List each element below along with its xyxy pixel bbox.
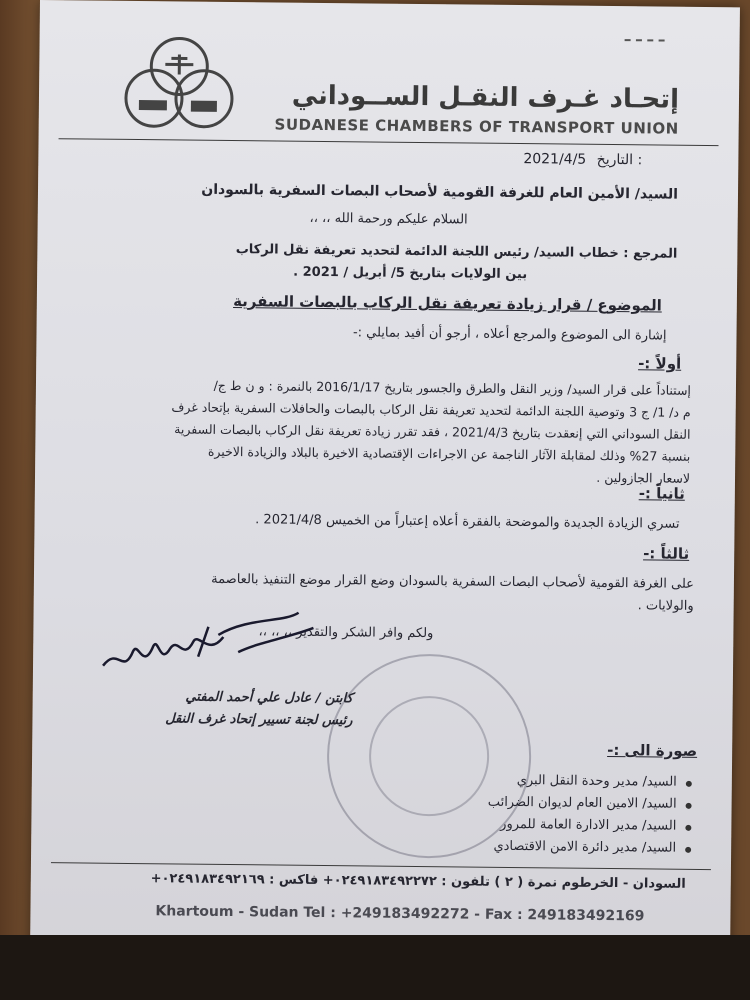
letter-page bbox=[30, 0, 740, 967]
section-second-heading: ثانياً :- bbox=[638, 484, 685, 503]
footer-english: Khartoum - Sudan Tel : +249183492272 - Fax : 249183492169 bbox=[155, 903, 645, 925]
bullet-icon bbox=[686, 781, 692, 787]
org-name-arabic: إتحـاد غـرف النقـل الســوداني bbox=[291, 80, 680, 115]
closing: ولكم وافر الشكر والتقدير ،، ،، ،، bbox=[258, 624, 434, 642]
section-first-line: بنسبة 27% وذلك لمقابلة الآثار الناجمة عن الاجراءات الإقتصادية الاخيرة بالبلاد والزيادة الاخيرة bbox=[207, 443, 691, 464]
stamp-inner-ring bbox=[368, 695, 489, 816]
recipient: السيد/ الأمين العام للغرفة القومية لأصحاب البصات السفرية بالسودان bbox=[201, 181, 679, 203]
org-name-english: SUDANESE CHAMBERS OF TRANSPORT UNION bbox=[274, 115, 679, 138]
copy-item: السيد/ مدير وحدة النقل البري bbox=[516, 773, 677, 790]
greeting: السلام عليكم ورحمة الله ،، ،، bbox=[309, 210, 468, 228]
bullet-icon bbox=[686, 803, 692, 809]
signatory-title: رئيس لجنة تسيير إتحاد غرف النقل bbox=[165, 711, 353, 729]
date-value: 2021/4/5 bbox=[523, 151, 587, 168]
subject: الموضوع / قرار زيادة تعريفة نقل الركاب بالبصات السفرية bbox=[233, 292, 662, 315]
section-first-line: النقل السوداني التي إنعقدت بتاريخ 2021/4/3 ، فقد تقرر زيادة تعريفة نقل الركاب بالبصات السفرية bbox=[174, 421, 691, 442]
copy-item: السيد/ الامين العام لديوان الضرائب bbox=[487, 794, 677, 812]
bullet-icon bbox=[685, 825, 691, 831]
footer-divider bbox=[51, 862, 711, 870]
background-surface bbox=[0, 935, 750, 1000]
date-row bbox=[523, 151, 642, 168]
union-logo bbox=[99, 36, 260, 133]
intro-text: إشارة الى الموضوع والمرجع أعلاه ، أرجو أن أفيد بمايلي :- bbox=[352, 325, 667, 344]
section-third-line: على الغرفة القومية لأصحاب البصات السفرية بالسودان وضع القرار موضع التنفيذ بالعاصمة bbox=[211, 571, 694, 592]
header-divider bbox=[59, 138, 719, 146]
copies-heading: صورة الى :- bbox=[607, 740, 698, 760]
copy-item: السيد/ مدير دائرة الامن الاقتصادي bbox=[493, 838, 677, 856]
reference-line-1: المرجع : خطاب السيد/ رئيس اللجنة الدائمة لتحديد تعريفة نقل الركاب bbox=[235, 242, 678, 262]
date-label: التاريخ : bbox=[596, 151, 643, 169]
copy-item: السيد/ مدير الادارة العامة للمرور bbox=[500, 816, 677, 834]
footer-arabic: السودان - الخرطوم نمرة ( ٢ ) تلفون : ٠٢٤٩١٨٣٤٩٢٢٧٢+ فاكس : ٠٢٤٩١٨٣٤٩٢١٦٩+ bbox=[150, 871, 686, 892]
section-third-line: والولايات . bbox=[637, 598, 694, 614]
section-first-line: إستناداً على قرار السيد/ وزير النقل والطرق والجسور بتاريخ 2016/1/17 بالنمرة : و ن ط ج/ bbox=[213, 377, 692, 398]
bullet-icon bbox=[685, 847, 691, 853]
header-mark bbox=[624, 39, 664, 51]
signatory-name: كابتن / عادل علي أحمد المفتي bbox=[185, 689, 353, 707]
section-first-line: م د/ 1/ ج 3 وتوصية اللجنة الدائمة لتحديد تعريفة نقل الركاب بالبصات والحافلات السفرية بإتحاد غرف bbox=[171, 399, 691, 420]
section-first-heading: أولاً :- bbox=[638, 354, 682, 373]
section-first-line: لاسعار الجازولين . bbox=[596, 469, 691, 486]
handwritten-signature bbox=[98, 606, 329, 688]
reference-line-2: بين الولايات بتاريخ 5/ أبريل / 2021 . bbox=[293, 264, 528, 283]
section-second-line: تسري الزيادة الجديدة والموضحة بالفقرة أعلاه إعتباراً من الخميس 2021/4/8 . bbox=[255, 512, 680, 532]
section-third-heading: ثالثاً :- bbox=[643, 544, 690, 563]
